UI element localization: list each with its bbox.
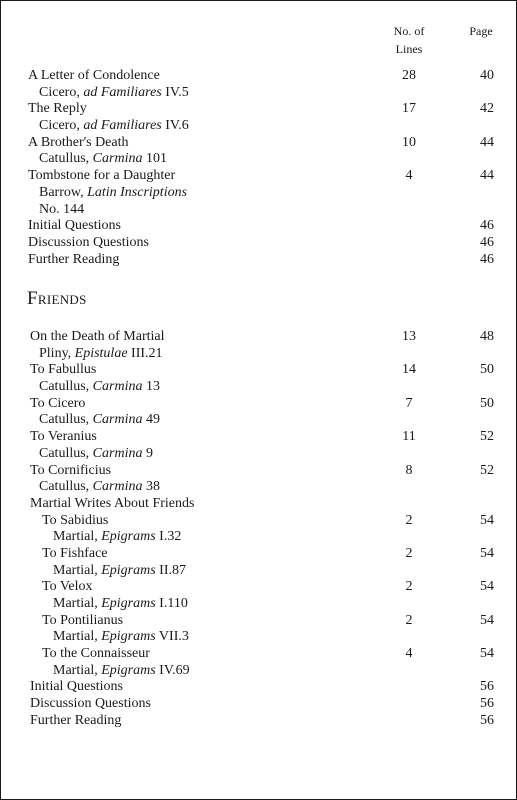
source-author: Cicero, xyxy=(39,118,84,134)
page-number: 56 xyxy=(480,712,494,728)
entry-title: To Fabullus xyxy=(30,362,97,378)
source-work: Carmina xyxy=(92,412,143,428)
contents-row xyxy=(1,429,517,446)
contents-row xyxy=(1,135,517,152)
entry-title: To Cornificius xyxy=(30,462,112,478)
contents-row xyxy=(1,646,517,663)
source-work: Carmina xyxy=(92,479,143,495)
contents-row xyxy=(1,696,517,713)
page-number: 46 xyxy=(480,251,494,267)
lines-header-line2: Lines xyxy=(395,42,423,56)
contents-row xyxy=(1,546,517,563)
source-work: Carmina xyxy=(92,445,143,461)
source-reference: IV.5 xyxy=(161,84,189,100)
source-work: ad Familiares xyxy=(83,84,162,100)
source-author: No. 144 xyxy=(39,201,85,217)
entry-subtitle: To the Connaisseur xyxy=(42,646,150,662)
line-count: 17 xyxy=(402,101,416,117)
contents-row xyxy=(1,412,517,429)
line-count: 2 xyxy=(405,579,413,595)
page-number: 56 xyxy=(480,679,494,695)
page-number: 56 xyxy=(480,696,494,712)
section-title-friends: Friends xyxy=(27,288,87,309)
source-reference: III.21 xyxy=(127,345,163,361)
source-author: Martial, xyxy=(53,562,102,578)
source-reference: 13 xyxy=(142,379,160,395)
contents-row xyxy=(1,579,517,596)
page-number: 42 xyxy=(480,101,494,117)
contents-row xyxy=(1,713,517,730)
line-count: 4 xyxy=(405,646,413,662)
entry-subtitle: To Pontilianus xyxy=(42,612,124,628)
line-count: 28 xyxy=(402,68,416,83)
page-number: 40 xyxy=(480,68,494,83)
contents-row xyxy=(1,235,517,252)
source-reference: I.110 xyxy=(155,596,188,611)
entry-source xyxy=(39,118,189,135)
contents-row xyxy=(1,68,517,85)
source-author: Catullus, xyxy=(39,151,93,167)
line-count: 10 xyxy=(402,134,416,150)
contents-row xyxy=(1,629,517,646)
entry-title: Further Reading xyxy=(28,251,120,267)
source-author: Catullus, xyxy=(39,445,93,461)
line-count: 13 xyxy=(402,329,416,344)
source-reference: 101 xyxy=(142,151,167,167)
entry-source xyxy=(53,629,189,646)
contents-block-2 xyxy=(1,329,517,730)
entry-title: To Veranius xyxy=(30,429,97,445)
source-work: ad Familiares xyxy=(83,118,162,134)
source-author: Catullus, xyxy=(39,412,93,428)
line-count: 14 xyxy=(402,362,416,378)
line-count: 2 xyxy=(405,612,413,628)
entry-title: On the Death of Martial xyxy=(30,329,165,344)
entry-source xyxy=(39,202,84,219)
lines-header-line1: No. of xyxy=(393,24,425,38)
source-work: Epigrams xyxy=(101,596,156,611)
page-number: 54 xyxy=(480,545,494,561)
contents-row xyxy=(1,613,517,630)
contents-row xyxy=(1,362,517,379)
source-work: Epigrams xyxy=(101,562,156,578)
line-count: 4 xyxy=(405,168,413,184)
source-work: Epigrams xyxy=(101,529,156,545)
source-reference: 49 xyxy=(142,412,160,428)
contents-row xyxy=(1,496,517,513)
entry-source xyxy=(53,596,188,613)
contents-row xyxy=(1,529,517,546)
entry-source xyxy=(39,479,160,496)
contents-row xyxy=(1,118,517,135)
entry-source xyxy=(39,85,189,102)
entry-source xyxy=(39,446,153,463)
contents-row xyxy=(1,596,517,613)
source-author: Martial, xyxy=(53,662,102,678)
entry-title: Martial Writes About Friends xyxy=(30,495,195,511)
entry-title: The Reply xyxy=(28,101,87,117)
source-work: Latin Inscriptions xyxy=(87,184,188,200)
contents-row xyxy=(1,446,517,463)
contents-row xyxy=(1,329,517,346)
source-author: Catullus, xyxy=(39,379,93,395)
page-number: 54 xyxy=(480,612,494,628)
line-count: 11 xyxy=(402,429,416,445)
entry-subtitle: To Fishface xyxy=(42,545,108,561)
page-column-header: Page xyxy=(469,24,493,38)
source-work: Epigrams xyxy=(101,629,156,645)
contents-row xyxy=(1,396,517,413)
entry-title: A Letter of Condolence xyxy=(28,68,160,83)
page-number: 44 xyxy=(480,168,494,184)
entry-source xyxy=(39,379,160,396)
entry-title: Further Reading xyxy=(30,712,122,728)
source-author: Barrow, xyxy=(39,184,88,200)
line-count: 7 xyxy=(405,395,413,411)
source-work: Carmina xyxy=(92,379,143,395)
entry-title: Initial Questions xyxy=(28,218,121,234)
contents-row xyxy=(1,101,517,118)
contents-row xyxy=(1,463,517,480)
page-number: 46 xyxy=(480,218,494,234)
page-number: 54 xyxy=(480,646,494,662)
page-number: 50 xyxy=(480,362,494,378)
source-reference: IV.6 xyxy=(161,118,189,134)
entry-source xyxy=(39,412,160,429)
page-number: 46 xyxy=(480,234,494,250)
entry-source xyxy=(39,185,187,202)
entry-source xyxy=(53,529,181,546)
page-number: 54 xyxy=(480,579,494,595)
source-reference: 38 xyxy=(142,479,160,495)
contents-row xyxy=(1,563,517,580)
page-number: 44 xyxy=(480,134,494,150)
entry-subtitle: To Sabidius xyxy=(42,512,109,528)
lines-column-header xyxy=(381,22,437,58)
source-author: Martial, xyxy=(53,529,102,545)
source-work: Carmina xyxy=(92,151,143,167)
source-author: Cicero, xyxy=(39,84,84,100)
page-number: 52 xyxy=(480,429,494,445)
entry-title: A Brother's Death xyxy=(28,134,129,150)
source-author: Martial, xyxy=(53,629,102,645)
source-author: Catullus, xyxy=(39,479,93,495)
line-count: 2 xyxy=(405,512,413,528)
contents-row xyxy=(1,252,517,269)
entry-source xyxy=(53,663,190,680)
source-work: Epigrams xyxy=(101,662,156,678)
contents-row xyxy=(1,151,517,168)
source-reference: IV.69 xyxy=(155,662,190,678)
contents-block-1 xyxy=(1,68,517,268)
contents-row xyxy=(1,185,517,202)
contents-row xyxy=(1,663,517,680)
page-number: 48 xyxy=(480,329,494,344)
entry-source xyxy=(53,563,186,580)
entry-title: Tombstone for a Daughter xyxy=(28,168,176,184)
entry-title: Initial Questions xyxy=(30,679,123,695)
contents-row xyxy=(1,679,517,696)
entry-subtitle: To Velox xyxy=(42,579,93,595)
line-count: 2 xyxy=(405,545,413,561)
contents-row xyxy=(1,202,517,219)
contents-row xyxy=(1,168,517,185)
source-work: Epistulae xyxy=(74,345,128,361)
source-reference: 9 xyxy=(142,445,153,461)
contents-row xyxy=(1,513,517,530)
contents-row xyxy=(1,346,517,363)
contents-row xyxy=(1,218,517,235)
page-number: 54 xyxy=(480,512,494,528)
source-reference: II.87 xyxy=(155,562,186,578)
contents-row xyxy=(1,85,517,102)
source-reference: VII.3 xyxy=(155,629,189,645)
entry-title: Discussion Questions xyxy=(30,696,151,712)
entry-source xyxy=(39,346,163,363)
page-number: 50 xyxy=(480,395,494,411)
page-number: 52 xyxy=(480,462,494,478)
source-author: Pliny, xyxy=(39,345,75,361)
entry-title: To Cicero xyxy=(30,395,86,411)
source-author: Martial, xyxy=(53,596,102,611)
entry-source xyxy=(39,151,167,168)
entry-title: Discussion Questions xyxy=(28,234,149,250)
contents-row xyxy=(1,379,517,396)
contents-row xyxy=(1,479,517,496)
source-reference: I.32 xyxy=(155,529,182,545)
line-count: 8 xyxy=(405,462,413,478)
